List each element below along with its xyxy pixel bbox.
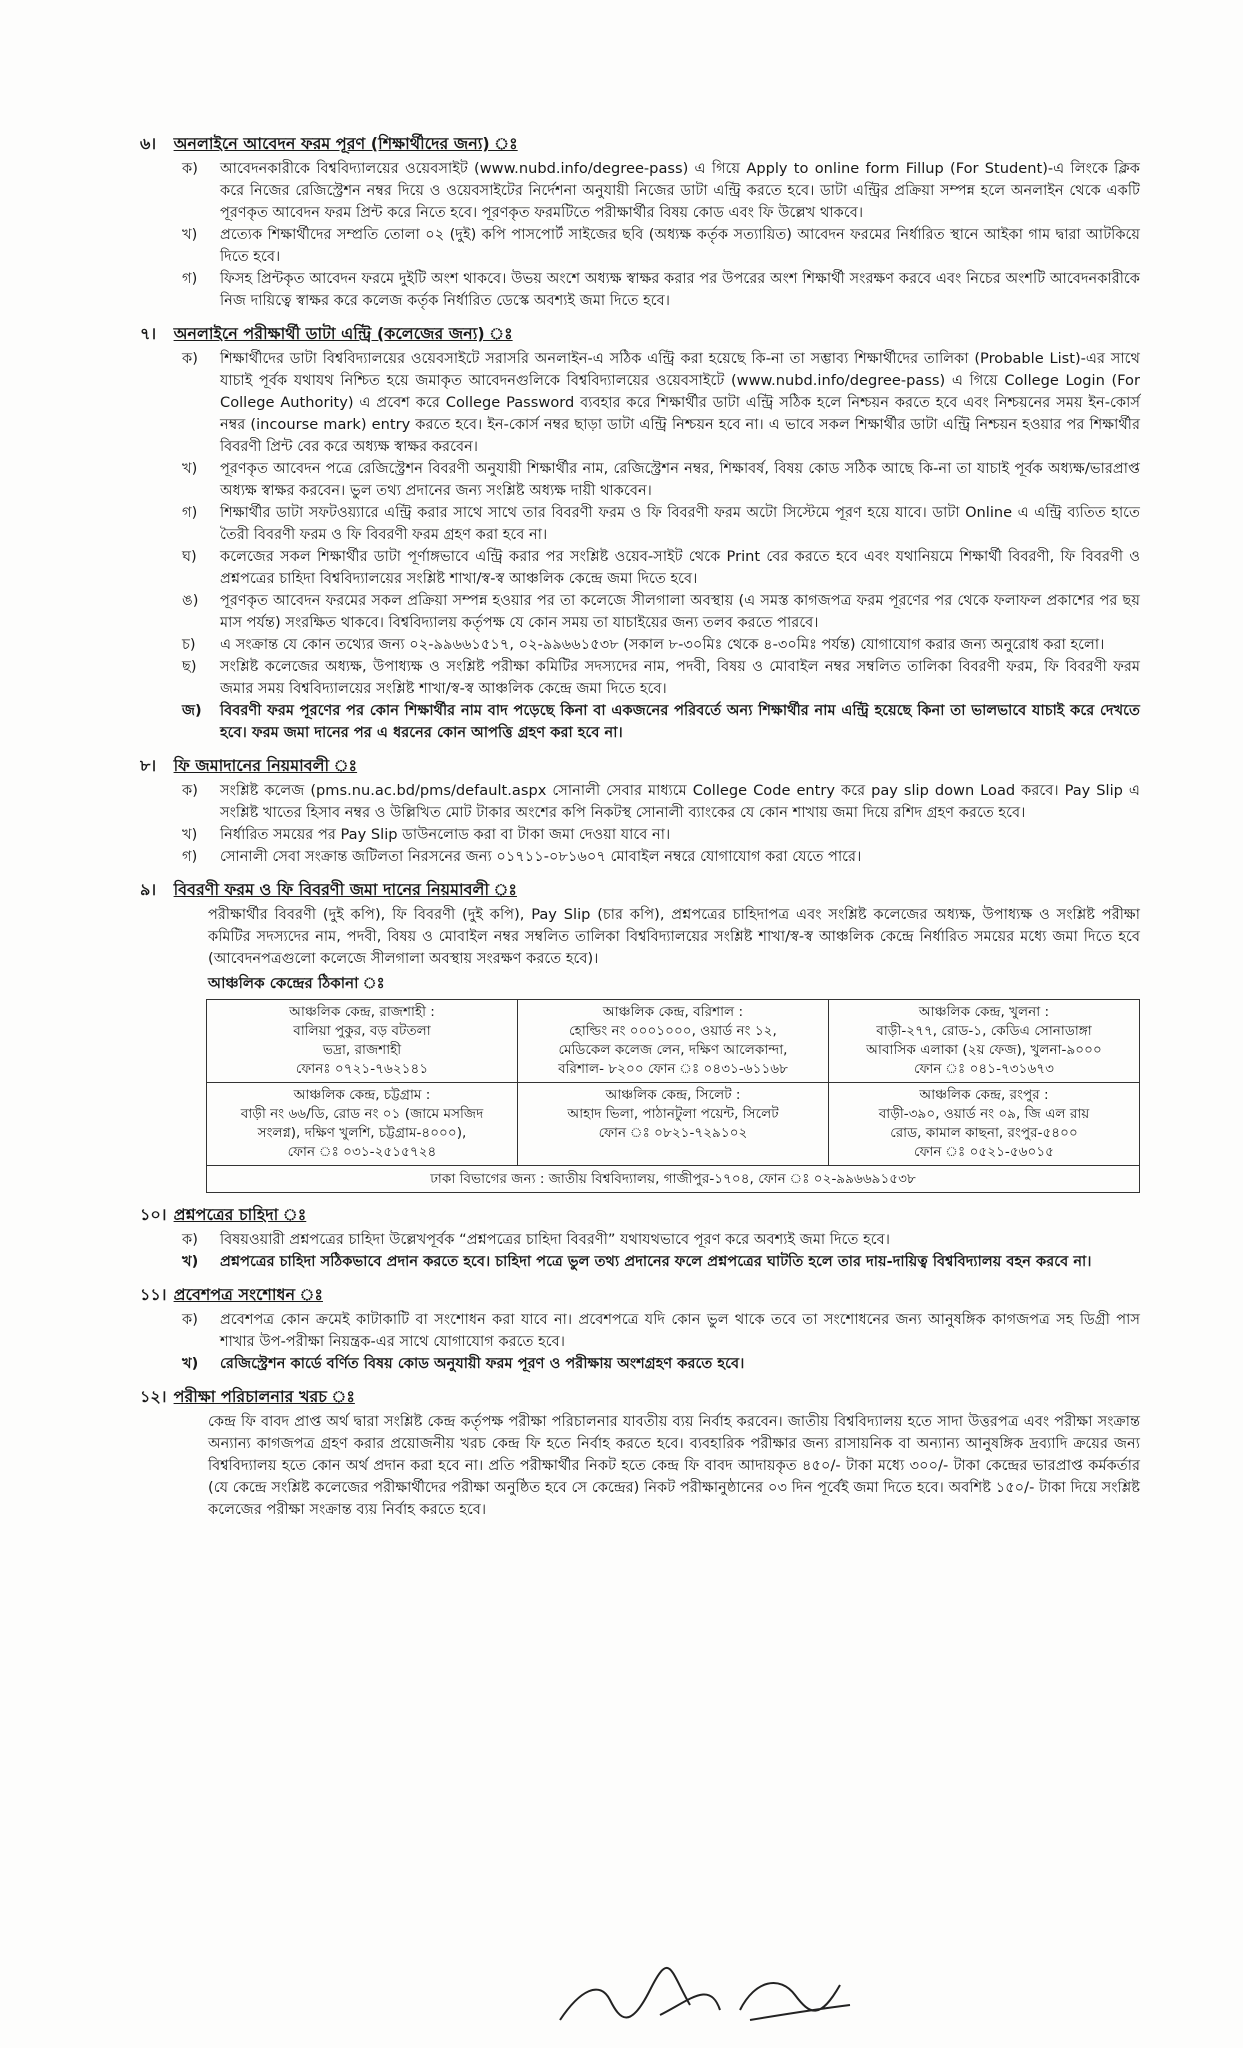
- section-paragraph: পরীক্ষার্থীর বিবরণী (দুই কপি), ফি বিবরণী (দুই কপি), Pay Slip (চার কপি), প্রশ্নপত্রের চাহিদাপত্র এবং সংশ্লিষ্ট কলেজের অধ্যক্ষ, উপাধ্যক্ষ ও সংশ্লিষ্ট পরীক্ষা কমিটির সদস্যদের নাম, পদবী, বিষয় ও মোবাইল নম্বর সম্বলিত তালিকা বিশ্ববিদ্যালয়ের সংশ্লিষ্ট শাখা/স্ব-স্ব আঞ্চলিক কেন্দ্রে নির্ধারিত সময়ের মধ্যে জমা দিতে হবে (আবেদনপত্রগুলো কলেজে সীলগালা অবস্থায় সংরক্ষণ করতে হবে)।: [208, 906, 1140, 967]
- table-row: [207, 1000, 1140, 1083]
- center-phone: ফোনঃ ০৭২১-৭৬২১৪১: [295, 1061, 429, 1077]
- item-text: প্রবেশপত্র কোন ক্রমেই কাটাকাটি বা সংশোধন করা যাবে না। প্রবেশপত্রে যদি কোন ভুল থাকে তবে তা সংশোধনের জন্য আনুষঙ্গিক কাগজপত্র সহ ডিগ্রী পাস শাখার উপ-পরীক্ষা নিয়ন্ত্রক-এর সাথে যোগাযোগ করতে হবে।: [220, 1311, 1140, 1350]
- center-name: আঞ্চলিক কেন্দ্র, রাজশাহী :: [289, 1004, 435, 1020]
- list-item: [182, 780, 1140, 824]
- center-phone: ফোন ঃ ০৫২১-৫৬০১৫: [914, 1144, 1054, 1160]
- section-heading: [140, 1283, 1140, 1307]
- center-phone: ফোন ঃ ০৪১-৭৩১৬৭৩: [914, 1061, 1054, 1077]
- item-label: খ): [182, 460, 198, 477]
- section-number: ৯।: [140, 880, 157, 899]
- center-name: আঞ্চলিক কেন্দ্র, খুলনা :: [918, 1004, 1050, 1020]
- table-row: [207, 1166, 1140, 1193]
- center-cell-chattogram: [207, 1083, 518, 1166]
- item-text: এ সংক্রান্ত যে কোন তথ্যের জন্য ০২-৯৯৬৬১৫১৭, ০২-৯৯৬৬১৫৩৮ (সকাল ৮-৩০মিঃ থেকে ৪-৩০মিঃ পর্যন্ত) যোগাযোগ করার জন্য অনুরোধ করা হলো।: [220, 636, 1105, 653]
- section-heading: [140, 132, 1140, 156]
- item-text: শিক্ষার্থীর ডাটা সফটওয়্যারে এন্ট্রি করার সাথে সাথে তার বিবরণী ফরম ও ফি বিবরণী ফরম অটো সিস্টেমে পূরণ হয়ে যাবে। ডাটা Online এ এন্ট্রি ব্যতিত হাতে তৈরী বিবরণী ফরম ও ফি বিবরণী ফরম গ্রহণ করা হবে না।: [220, 504, 1140, 543]
- item-text: রেজিস্ট্রেশন কার্ডে বর্ণিত বিষয় কোড অনুযায়ী ফরম পূরণ ও পরীক্ষায় অংশগ্রহণ করতে হবে।: [220, 1355, 745, 1372]
- list-item: [182, 348, 1140, 458]
- section-title: প্রবেশপত্র সংশোধন ঃ: [173, 1285, 323, 1304]
- section-title: পরীক্ষা পরিচালনার খরচ ঃ: [173, 1387, 355, 1406]
- list-item: [182, 590, 1140, 634]
- center-address-line: বাড়ী নং ৬৬/ডি, রোড নং ০১ (জামে মসজিদ: [240, 1106, 484, 1122]
- item-text: সংশ্লিষ্ট কলেজ (pms.nu.ac.bd/pms/default.aspx সোনালী সেবার মাধ্যমে College Code entry করে pay slip down Load করবে। Pay Slip এ সংশ্লিষ্ট খাতের হিসাব নম্বর ও উল্লিখিত মোট টাকার অংশের কপি নিকটস্থ সোনালী ব্যাংকের যে কোন শাখায় জমা দিয়ে রশিদ গ্রহণ করতে হবে।: [220, 782, 1140, 821]
- center-address-line: বাড়ী-২৭৭, রোড-১, কেডিএ সোনাডাঙ্গা: [876, 1023, 1092, 1039]
- section-title: ফি জমাদানের নিয়মাবলী ঃ: [173, 756, 358, 775]
- section-heading: [140, 1385, 1140, 1409]
- regional-centers-table: [206, 999, 1140, 1193]
- section-number: ৮।: [140, 756, 157, 775]
- section-10: [140, 1203, 1140, 1273]
- center-cell-barishal: [518, 1000, 829, 1083]
- item-text: শিক্ষার্থীদের ডাটা বিশ্ববিদ্যালয়ের ওয়েবসাইটে সরাসরি অনলাইন-এ সঠিক এন্ট্রি করা হয়েছে কি-না তা সম্ভাব্য শিক্ষার্থীদের তালিকা (Probable List)-এর সাথে যাচাই পূর্বক যথাযথ নিশ্চিত হয়ে জমাকৃত আবেদনগুলিকে বিশ্ববিদ্যালয়ের ওয়েবসাইটে (www.nubd.info/degree-pass) এ গিয়ে College Login (For College Authority) এ প্রবেশ করে College Password ব্যবহার করে শিক্ষার্থীর ডাটা এন্ট্রি সঠিক হলে নিশ্চয়ন করতে হবে এবং নিশ্চয়নের সময় ইন-কোর্স নম্বর (incourse mark) entry করতে হবে। ইন-কোর্স নম্বর ছাড়া ডাটা এন্ট্রি নিশ্চয়ন হবে না। এ ভাবে সকল শিক্ষার্থীর ডাটা এন্ট্রি নিশ্চয়ন হওয়ার পর শিক্ষার্থীর বিবরণী প্রিন্ট বের করে অধ্যক্ষ স্বাক্ষর করবেন।: [220, 350, 1140, 455]
- center-cell-rajshahi: [207, 1000, 518, 1083]
- section-6: [140, 132, 1140, 312]
- item-text: পূরণকৃত আবেদন পত্রে রেজিস্ট্রেশন বিবরণী অনুযায়ী শিক্ষার্থীর নাম, রেজিস্ট্রেশন নম্বর, শিক্ষাবর্ষ, বিষয় কোড সঠিক আছে কি-না তা যাচাই পূর্বক অধ্যক্ষ/ভারপ্রাপ্ত অধ্যক্ষ স্বাক্ষর করবেন। ভুল তথ্য প্রদানের জন্য সংশ্লিষ্ট অধ্যক্ষ দায়ী থাকবেন।: [220, 460, 1140, 499]
- center-address-line: হোল্ডিং নং ০০০১০০০, ওয়ার্ড নং ১২,: [569, 1023, 777, 1039]
- item-label: খ): [182, 1355, 199, 1372]
- item-label: চ): [182, 636, 196, 653]
- section-9: [140, 878, 1140, 1193]
- center-address-line: বাড়ী-৩৯০, ওয়ার্ড নং ০৯, জি এল রায়: [878, 1106, 1090, 1122]
- list-item: [182, 546, 1140, 590]
- item-text: প্রত্যেক শিক্ষার্থীদের সম্প্রতি তোলা ০২ (দুই) কপি পাসপোর্ট সাইজের ছবি (অধ্যক্ষ কর্তৃক সত্যায়িত) আবেদন ফরমের নির্ধারিত স্থানে আইকা গাম দ্বারা আটকিয়ে দিতে হবে।: [220, 226, 1140, 265]
- section-number: ১০।: [140, 1205, 167, 1224]
- item-label: ক): [182, 1231, 198, 1248]
- list-item: [182, 1229, 1140, 1251]
- list-item: [182, 700, 1140, 744]
- item-label: ক): [182, 782, 198, 799]
- list-item: [182, 1309, 1140, 1353]
- list-item: [182, 1353, 1140, 1375]
- list-item: [182, 268, 1140, 312]
- item-label: জ): [182, 702, 202, 719]
- center-cell-khulna: [829, 1000, 1140, 1083]
- item-text: নির্ধারিত সময়ের পর Pay Slip ডাউনলোড করা বা টাকা জমা দেওয়া যাবে না।: [220, 826, 671, 843]
- center-name: আঞ্চলিক কেন্দ্র, সিলেট :: [605, 1087, 741, 1103]
- item-text: ফিসহ প্রিন্টকৃত আবেদন ফরমে দুইটি অংশ থাকবে। উভয় অংশে অধ্যক্ষ স্বাক্ষর করার পর উপরের অংশ শিক্ষার্থী সংরক্ষণ করবে এবং নিচের অংশটি আবেদনকারীকে নিজ দায়িত্বে স্বাক্ষর করে কলেজ কর্তৃক নির্ধারিত ডেস্কে অবশ্যই জমা দিতে হবে।: [220, 270, 1140, 309]
- center-cell-rangpur: [829, 1083, 1140, 1166]
- item-text: কলেজের সকল শিক্ষার্থীর ডাটা পূর্ণাঙ্গভাবে এন্ট্রি করার পর সংশ্লিষ্ট ওয়েব-সাইট থেকে Print বের করতে হবে এবং যথানিয়মে শিক্ষার্থী বিবরণী, ফি বিবরণী ও প্রশ্নপত্রের চাহিদা বিশ্ববিদ্যালয়ের সংশ্লিষ্ট শাখা/স্ব-স্ব আঞ্চলিক কেন্দ্রে জমা দিতে হবে।: [220, 548, 1140, 587]
- item-label: খ): [182, 1253, 199, 1270]
- list-item: [182, 158, 1140, 224]
- center-address-line: আবাসিক এলাকা (২য় ফেজ), খুলনা-৯০০০: [866, 1042, 1102, 1058]
- section-number: ৬।: [140, 134, 157, 153]
- list-item: [182, 502, 1140, 546]
- center-name: আঞ্চলিক কেন্দ্র, বরিশাল :: [602, 1004, 744, 1020]
- regional-centers-heading: আঞ্চলিক কেন্দ্রের ঠিকানা ঃ: [208, 974, 385, 992]
- item-text: বিবরণী ফরম পূরণের পর কোন শিক্ষার্থীর নাম বাদ পড়েছে কিনা বা একজনের পরিবর্তে অন্য শিক্ষার্থীর নাম এন্ট্রি হয়েছে কিনা তা ভালভাবে যাচাই করে দেখতে হবে। ফরম জমা দানের পর এ ধরনের কোন আপত্তি গ্রহণ করা হবে না।: [220, 702, 1140, 741]
- section-number: ৭।: [140, 324, 157, 343]
- list-item: [182, 656, 1140, 700]
- section-title: অনলাইনে পরীক্ষার্থী ডাটা এন্ট্রি (কলেজের জন্য) ঃ: [173, 324, 513, 343]
- item-label: ছ): [182, 658, 197, 675]
- section-8: [140, 754, 1140, 868]
- item-label: খ): [182, 826, 198, 843]
- dhaka-center-row: ঢাকা বিভাগের জন্য : জাতীয় বিশ্ববিদ্যালয়, গাজীপুর-১৭০৪, ফোন ঃ ০২-৯৯৬৬৯১৫৩৮: [207, 1166, 1140, 1193]
- item-text: প্রশ্নপত্রের চাহিদা সঠিকভাবে প্রদান করতে হবে। চাহিদা পত্রে ভুল তথ্য প্রদানের ফলে প্রশ্নপত্রের ঘাটতি হলে তার দায়-দায়িত্ব বিশ্ববিদ্যালয় বহন করবে না।: [220, 1253, 1092, 1270]
- center-address-line: রোড, কামাল কাছনা, রংপুর-৫৪০০: [890, 1125, 1078, 1141]
- list-item: [182, 846, 1140, 868]
- center-phone: বরিশাল- ৮২০০ ফোন ঃ ০৪৩১-৬১১৬৮: [558, 1061, 788, 1077]
- section-12: [140, 1385, 1140, 1521]
- section-paragraph: কেন্দ্র ফি বাবদ প্রাপ্ত অর্থ দ্বারা সংশ্লিষ্ট কেন্দ্র কর্তৃপক্ষ পরীক্ষা পরিচালনার যাবতীয় ব্যয় নির্বাহ করবেন। জাতীয় বিশ্ববিদ্যালয় হতে সাদা উত্তরপত্র এবং পরীক্ষা সংক্রান্ত অন্যান্য কাগজপত্র গ্রহণ করার প্রয়োজনীয় খরচ কেন্দ্র ফি হতে নির্বাহ করতে হবে। ব্যবহারিক পরীক্ষার জন্য রাসায়নিক বা অন্যান্য আনুষঙ্গিক দ্রব্যাদি ক্রয়ের জন্য বিশ্ববিদ্যালয় হতে কোন অর্থ প্রদান করা হবে না। প্রতি পরীক্ষার্থীর নিকট হতে কেন্দ্র ফি বাবদ আদায়কৃত ৪৫০/- টাকা মধ্যে ৩০০/- টাকা কেন্দ্রের ভারপ্রাপ্ত কর্মকর্তার (যে কেন্দ্রে সংশ্লিষ্ট কলেজের পরীক্ষার্থীদের পরীক্ষা অনুষ্ঠিত হবে সে কেন্দ্রের) নিকট পরীক্ষানুষ্ঠানের ০৩ দিন পূর্বেই জমা দিতে হবে। অবশিষ্ট ১৫০/- টাকা দিয়ে সংশ্লিষ্ট কলেজের পরীক্ষা সংক্রান্ত ব্যয় নির্বাহ করতে হবে।: [208, 1413, 1140, 1518]
- item-text: আবেদনকারীকে বিশ্ববিদ্যালয়ের ওয়েবসাইট (www.nubd.info/degree-pass) এ গিয়ে Apply to online form Fillup (For Student)-এ লিংকে ক্লিক করে নিজের রেজিস্ট্রেশন নম্বর দিয়ে ও ওয়েবসাইটের নির্দেশনা অনুযায়ী নিজের ডাটা এন্ট্রি করতে হবে। ডাটা এন্ট্রির প্রক্রিয়া সম্পন্ন হলে অনলাইন থেকে একটি পূরণকৃত আবেদন ফরম প্রিন্ট করে নিতে হবে। পূরণকৃত ফরমটিতে পরীক্ষার্থীর বিষয় কোড এবং ফি উল্লেখ থাকবে।: [220, 160, 1140, 221]
- section-7: [140, 322, 1140, 744]
- section-number: ১২।: [140, 1387, 167, 1406]
- item-label: ক): [182, 1311, 198, 1328]
- center-cell-sylhet: [518, 1083, 829, 1166]
- item-label: ঙ): [182, 592, 199, 609]
- list-item: [182, 634, 1140, 656]
- section-title: অনলাইনে আবেদন ফরম পূরণ (শিক্ষার্থীদের জন্য) ঃ: [173, 134, 518, 153]
- signature-image: [540, 1960, 870, 2040]
- section-heading: [140, 322, 1140, 346]
- section-title: প্রশ্নপত্রের চাহিদা ঃ: [173, 1205, 307, 1224]
- section-11: [140, 1283, 1140, 1375]
- center-phone: ফোন ঃ ০৮২১-৭২৯১০২: [598, 1125, 748, 1141]
- section-heading: [140, 1203, 1140, 1227]
- item-text: সংশ্লিষ্ট কলেজের অধ্যক্ষ, উপাধ্যক্ষ ও সংশ্লিষ্ট পরীক্ষা কমিটির সদস্যদের নাম, পদবী, বিষয় ও মোবাইল নম্বর সম্বলিত তালিকা বিবরণী ফরম, ফি বিবরণী ফরম জমার সময় বিশ্ববিদ্যালয়ের সংশ্লিষ্ট শাখা/স্ব-স্ব আঞ্চলিক কেন্দ্রে জমা দিতে হবে।: [220, 658, 1140, 697]
- list-item: [182, 824, 1140, 846]
- document-body: [140, 132, 1140, 1531]
- center-address-line: সংলগ্ন), দক্ষিণ খুলশি, চট্টগ্রাম-৪০০০),: [257, 1125, 467, 1141]
- center-name: আঞ্চলিক কেন্দ্র, রংপুর :: [919, 1087, 1049, 1103]
- item-text: সোনালী সেবা সংক্রান্ত জটিলতা নিরসনের জন্য ০১৭১১-০৮১৬০৭ মোবাইল নম্বরে যোগাযোগ করা যেতে পারে।: [220, 848, 862, 865]
- list-item: [182, 224, 1140, 268]
- center-address-line: ভদ্রা, রাজশাহী: [322, 1042, 402, 1058]
- item-label: গ): [182, 848, 198, 865]
- center-address-line: মেডিকেল কলেজ লেন, দক্ষিণ আলেকান্দা,: [558, 1042, 788, 1058]
- table-row: [207, 1083, 1140, 1166]
- item-label: খ): [182, 226, 198, 243]
- item-label: ক): [182, 160, 198, 177]
- item-label: গ): [182, 270, 198, 287]
- item-text: পূরণকৃত আবেদন ফরমের সকল প্রক্রিয়া সম্পন্ন হওয়ার পর তা কলেজে সীলগালা অবস্থায় (এ সমস্ত কাগজপত্র ফরম পূরণের পর থেকে ফলাফল প্রকাশের পর ছয় মাস পর্যন্ত) সংরক্ষিত থাকবে। বিশ্ববিদ্যালয় কর্তৃপক্ষ যে কোন সময় তা যাচাইয়ের জন্য তলব করতে পারবে।: [220, 592, 1140, 631]
- section-heading: [140, 754, 1140, 778]
- list-item: [182, 1251, 1140, 1273]
- list-item: [182, 458, 1140, 502]
- center-phone: ফোন ঃ ০৩১-২৫১৫৭২৪: [287, 1144, 437, 1160]
- item-text: বিষয়ওয়ারী প্রশ্নপত্রের চাহিদা উল্লেখপূর্বক “প্রশ্নপত্রের চাহিদা বিবরণী” যথাযথভাবে পূরণ করে অবশ্যই জমা দিতে হবে।: [220, 1231, 890, 1248]
- item-label: ক): [182, 350, 198, 367]
- item-label: গ): [182, 504, 198, 521]
- section-title: বিবরণী ফরম ও ফি বিবরণী জমা দানের নিয়মাবলী ঃ: [173, 880, 517, 899]
- center-address-line: বালিয়া পুকুর, বড় বটতলা: [293, 1023, 431, 1039]
- center-name: আঞ্চলিক কেন্দ্র, চট্টগ্রাম :: [293, 1087, 431, 1103]
- item-label: ঘ): [182, 548, 197, 565]
- section-heading: [140, 878, 1140, 902]
- center-address-line: আহাদ ভিলা, পাঠানটুলা পয়েন্ট, সিলেট: [567, 1106, 779, 1122]
- section-number: ১১।: [140, 1285, 167, 1304]
